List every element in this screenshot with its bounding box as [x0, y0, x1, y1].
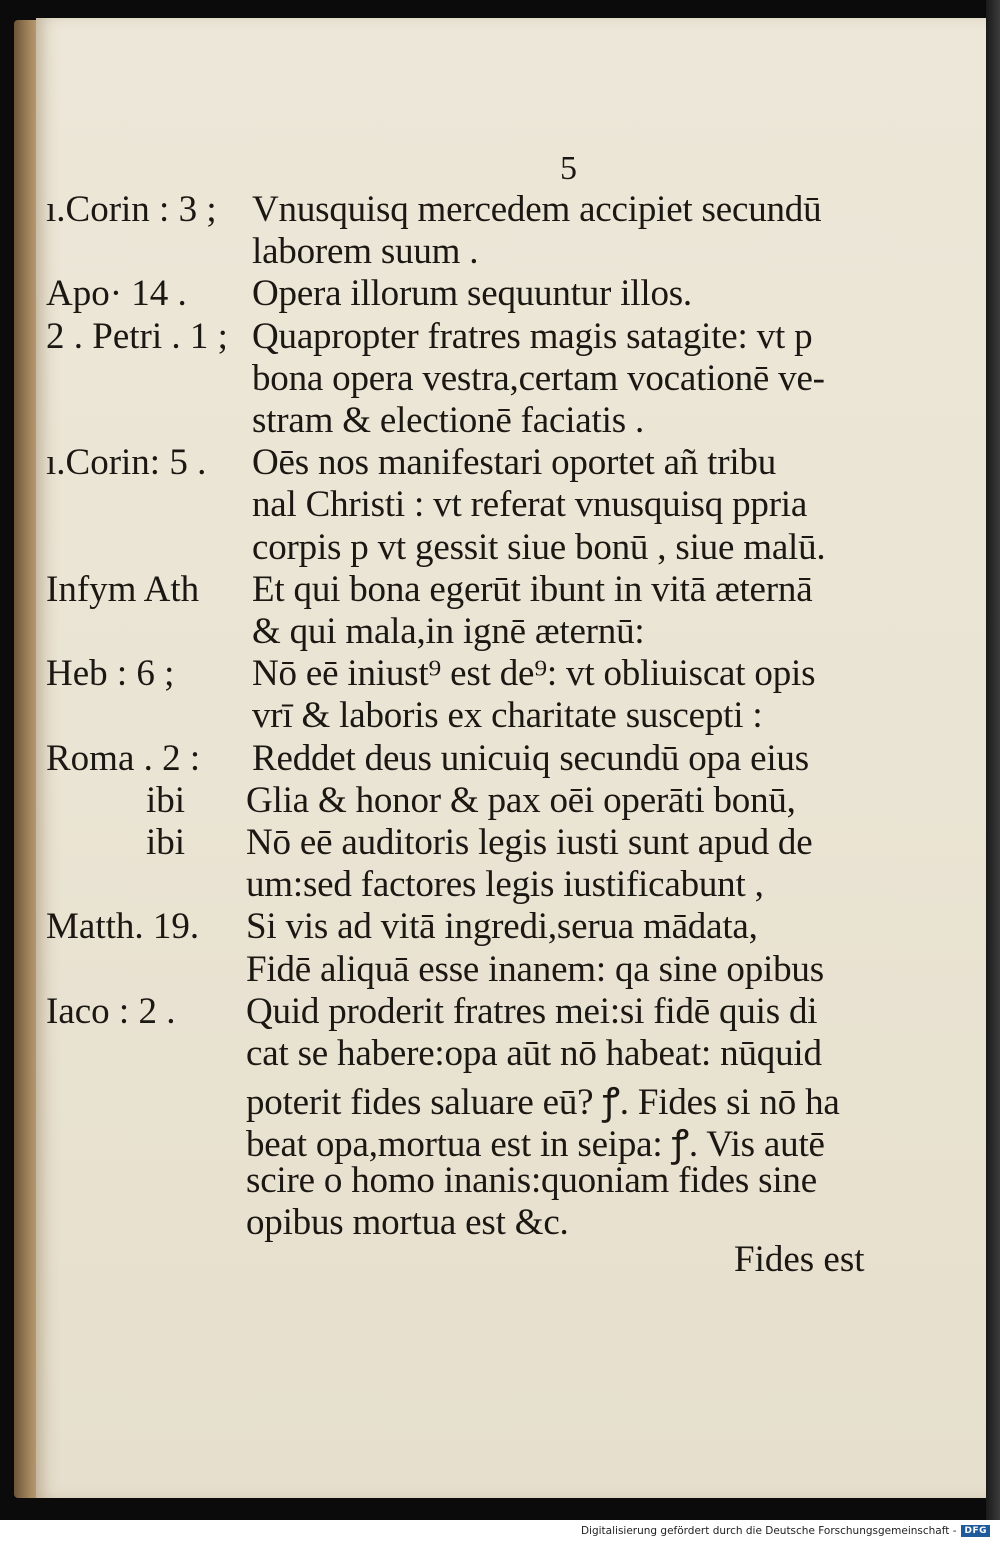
margin-reference: ibi — [146, 779, 186, 821]
text-line: um:sed factores legis iustificabunt , — [246, 864, 764, 906]
margin-reference: Roma . 2 : — [46, 737, 201, 779]
text-line: bona opera vestra,certam vocationē ve- — [252, 357, 825, 399]
book-spine — [986, 0, 1000, 1520]
margin-reference: 2 . Petri . 1 ; — [46, 315, 228, 357]
text-line: & qui mala,in ignē æternū: — [252, 611, 645, 652]
text-line: stram & electionē faciatis . — [252, 400, 644, 441]
text-line: Vnusquisq mercedem accipiet secundū — [252, 189, 822, 230]
footer-credit: Digitalisierung gefördert durch die Deutsche Forschungsgemeinschaft - — [580, 1525, 957, 1537]
margin-reference: Iaco : 2 . — [46, 990, 176, 1032]
text-line: Opera illorum sequuntur illos. — [252, 273, 692, 315]
text-line: Quid proderit fratres mei:si fidē quis di — [246, 990, 818, 1032]
text-line: Nō eē auditoris legis iusti sunt apud de — [246, 822, 813, 863]
text-line: vrī & laboris ex charitate suscepti : — [252, 695, 763, 737]
page-number: 5 — [560, 150, 577, 187]
text-line: laborem suum . — [252, 231, 479, 273]
margin-reference: Infym Ath — [46, 568, 200, 610]
margin-reference: ı.Corin : 3 ; — [46, 189, 217, 230]
margin-reference: Heb : 6 ; — [46, 653, 175, 695]
text-line: Nō eē iniust⁹ est de⁹: vt obliuiscat opis — [252, 653, 816, 695]
margin-reference: ibi — [146, 822, 186, 863]
margin-reference: Matth. 19. — [46, 906, 200, 948]
text-line: opibus mortua est &c. — [246, 1201, 569, 1243]
text-line: scire o homo inanis:quoniam fides sine — [246, 1159, 817, 1201]
text-line: Quapropter fratres magis satagite: vt p — [252, 315, 813, 357]
text-line: corpis p vt gessit siue bonū , siue malū. — [252, 526, 826, 568]
text-line: poterit fides saluare eū? ꝭ. Fides si nō ha — [246, 1082, 840, 1124]
footer-bar — [0, 1520, 1000, 1542]
text-line: Glia & honor & pax oēi operāti bonū, — [246, 779, 796, 821]
text-line: cat se habere:opa aūt nō habeat: nūquid — [246, 1033, 822, 1074]
text-line: Et qui bona egerūt ibunt in vitā æternā — [252, 568, 813, 610]
text-line: nal Christi : vt referat vnusquisq ppria — [252, 484, 808, 526]
text-line: beat opa,mortua est in seipa: ꝭ. Vis autē — [246, 1124, 825, 1166]
text-line: Si vis ad vitā ingredi,serua mādata, — [246, 906, 758, 948]
margin-reference: ı.Corin: 5 . — [46, 442, 207, 484]
text-line: Fidē aliquā esse inanem: qa sine opibus — [246, 948, 824, 990]
margin-reference: Apo· 14 . — [46, 273, 187, 315]
text-line: Reddet deus unicuiq secundū opa eius — [252, 737, 809, 779]
catchword: Fides est — [734, 1239, 865, 1280]
text-line: Oēs nos manifestari oportet añ tribu — [252, 442, 777, 484]
dfg-logo: DFG — [961, 1525, 990, 1537]
